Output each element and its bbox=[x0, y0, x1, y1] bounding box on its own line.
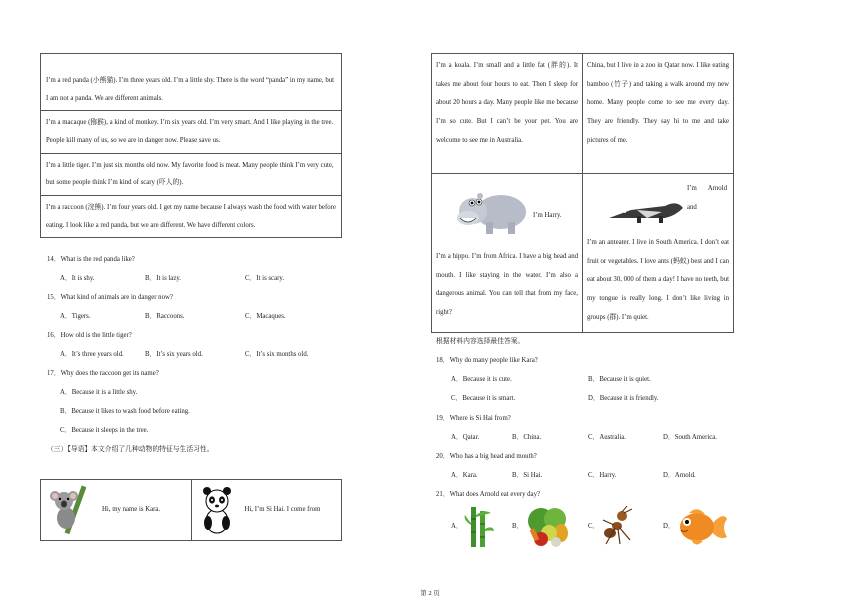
option-19d[interactable]: D．South America. bbox=[663, 434, 717, 441]
ant-icon bbox=[600, 506, 634, 546]
option-19c[interactable]: C．Australia. bbox=[588, 434, 626, 441]
panda-icon bbox=[197, 485, 237, 535]
koala-passage: I’m a koala. I’m small and a little fat (胖的). It takes me about four hours to eat. Then I sleep for about 20 hours a day. Many people like me because I’m so cute. But I can’t be your pet. You are welcome to see me in Australia. bbox=[432, 54, 583, 174]
passages-table bbox=[40, 53, 342, 238]
arnold-passage: I’m an anteater. I live in South America. I don’t eat fruit or vegetables. I love ants (蚂蚁) best and I can eat about 30, 000 of them a day! I have no teeth, but my tongue is really long. I don’t like living in groups (群). I’m quiet. bbox=[587, 239, 729, 321]
option-15a[interactable]: A．Tigers. bbox=[60, 313, 91, 320]
question-17: 17．Why does the raccoon get its name? bbox=[47, 370, 159, 377]
animal-cards-table bbox=[40, 479, 342, 541]
harry-passage: I’m a hippo. I’m from Africa. I have a big head and mouth. I like staying in the water. I’m also a dangerous animal. You can tell that from my face, right? bbox=[436, 253, 578, 317]
option-20a[interactable]: A．Kara. bbox=[451, 472, 478, 479]
option-21c[interactable]: C． bbox=[588, 523, 600, 530]
option-16a[interactable]: A．It’s three years old. bbox=[60, 351, 124, 358]
arnold-intro: I’m Arnold and bbox=[687, 185, 727, 211]
option-19a[interactable]: A．Qatar. bbox=[451, 434, 480, 441]
question-14: 14．What is the red panda like? bbox=[47, 256, 135, 263]
card-kara-text: Hi, my name is Kara. bbox=[102, 505, 161, 513]
vegetables-icon bbox=[525, 503, 571, 549]
option-17c[interactable]: C．Because it sleeps in the tree. bbox=[60, 427, 149, 434]
question-20: 20．Who has a big head and mouth? bbox=[436, 453, 537, 460]
question-19: 19．Where is Si Hai from? bbox=[436, 415, 511, 422]
option-14c[interactable]: C．It is scary. bbox=[245, 275, 285, 282]
option-19b[interactable]: B．China. bbox=[512, 434, 542, 441]
option-20c[interactable]: C．Harry. bbox=[588, 472, 617, 479]
animal-profile-table bbox=[431, 53, 734, 333]
option-17b[interactable]: B．Because it likes to wash food before eating. bbox=[60, 408, 190, 415]
card-kara bbox=[41, 480, 192, 541]
option-15c[interactable]: C．Macaques. bbox=[245, 313, 286, 320]
option-15b[interactable]: B．Raccoons. bbox=[145, 313, 185, 320]
passage-raccoon: I’m a raccoon (浣熊). I’m four years old. I get my name because I always wash the food with water before eating. I look like a red panda, but we are different. We have different colors. bbox=[41, 196, 342, 238]
question-21: 21．What does Arnold eat every day? bbox=[436, 491, 540, 498]
guide-text: （三）【导语】本文介绍了几种动物的特征与生活习性。 bbox=[47, 446, 214, 453]
goldfish-icon bbox=[675, 505, 729, 549]
option-18b[interactable]: B．Because it is quiet. bbox=[588, 376, 651, 383]
option-21a[interactable]: A． bbox=[451, 523, 463, 530]
option-14b[interactable]: B．It is lazy. bbox=[145, 275, 181, 282]
option-21d[interactable]: D． bbox=[663, 523, 675, 530]
page-number: 第 2 页 bbox=[420, 590, 440, 597]
option-18a[interactable]: A．Because it is cute. bbox=[451, 376, 512, 383]
instruction: 根据材料内容选择最佳答案。 bbox=[436, 338, 525, 345]
passage-macaque: I’m a macaque (猕猴), a kind of monkey. I’m six years old. I’m very smart. And I like playing in the tree. People kill many of us, so we are in danger now. Please save us. bbox=[41, 111, 342, 153]
question-16: 16．How old is the little tiger? bbox=[47, 332, 132, 339]
passage-red-panda: I’m a red panda (小熊猫). I’m three years old. I’m a little shy. There is the word “panda” in my name, but I am not a panda. We are different animals. bbox=[41, 54, 342, 111]
question-18: 18．Why do many people like Kara? bbox=[436, 357, 538, 364]
card-sihai-text: Hi, I’m Si Hai. I come from bbox=[244, 505, 321, 513]
option-16b[interactable]: B．It’s six years old. bbox=[145, 351, 203, 358]
sihai-passage: China, but I live in a zoo in Qatar now. I like eating bamboo (竹子) and taking a walk around my new home. Many people come to see me every day. They are friendly. They say hi to me and take pictures of me. bbox=[583, 54, 734, 174]
option-17a[interactable]: A．Because it is a little shy. bbox=[60, 389, 138, 396]
option-16c[interactable]: C．It’s six months old. bbox=[245, 351, 309, 358]
passage-tiger: I’m a little tiger. I’m just six months old now. My favorite food is meat. Many people think I’m very cute, but some people think I’m kind of scary (吓人的). bbox=[41, 153, 342, 195]
option-20d[interactable]: D．Arnold. bbox=[663, 472, 696, 479]
anteater-icon bbox=[607, 196, 687, 224]
option-14a[interactable]: A．It is shy. bbox=[60, 275, 95, 282]
question-15: 15．What kind of animals are in danger now? bbox=[47, 294, 173, 301]
option-18d[interactable]: D．Because it is friendly. bbox=[588, 395, 659, 402]
arnold-cell bbox=[583, 174, 734, 333]
koala-icon bbox=[46, 485, 86, 535]
bamboo-icon bbox=[463, 505, 495, 547]
harry-cell bbox=[432, 174, 583, 333]
harry-intro: I’m Harry. bbox=[533, 212, 562, 220]
option-20b[interactable]: B．Si Hai. bbox=[512, 472, 543, 479]
hippo-icon bbox=[456, 188, 531, 238]
card-sihai bbox=[191, 480, 342, 541]
option-21b[interactable]: B． bbox=[512, 523, 524, 530]
option-18c[interactable]: C．Because it is smart. bbox=[451, 395, 516, 402]
